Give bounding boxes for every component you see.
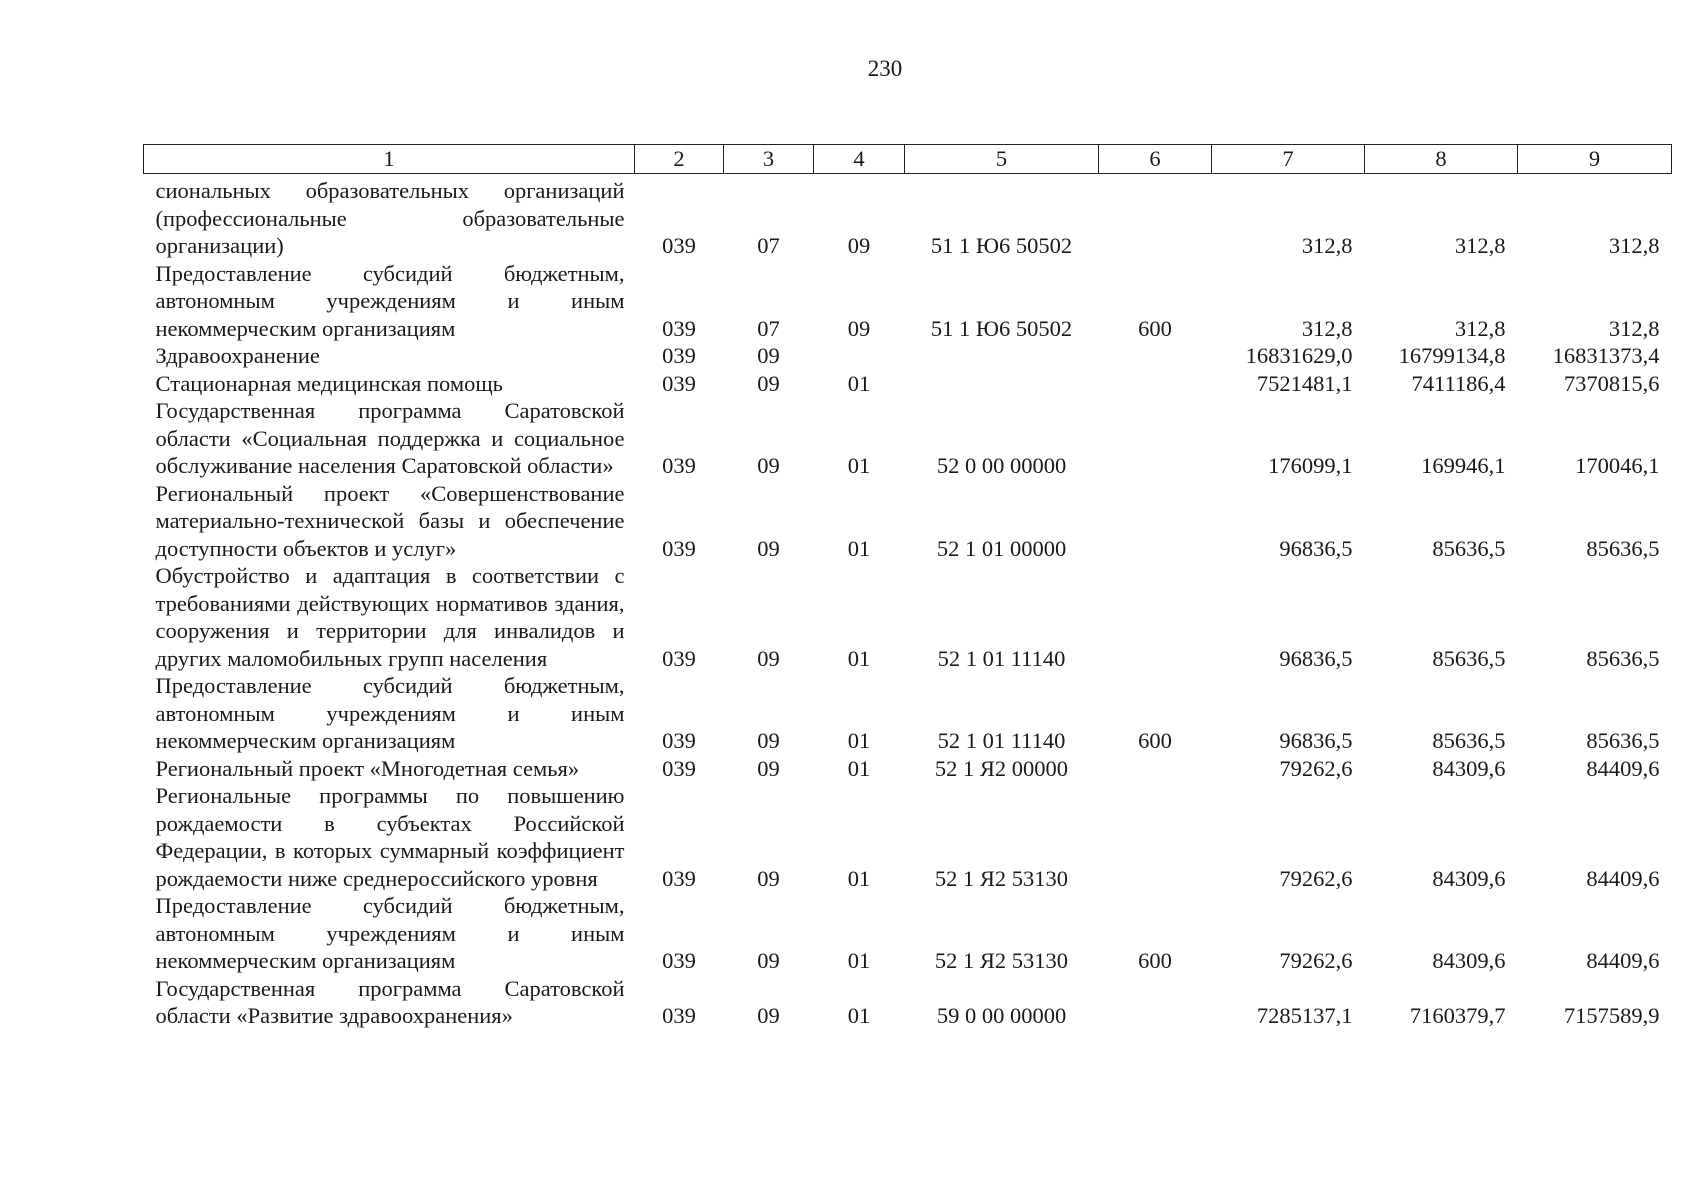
table-row [144, 672, 1672, 755]
row-amount-year1: 79262,6 [1279, 948, 1353, 973]
row-section-code: 09 [757, 453, 780, 478]
row-expense-type [1099, 397, 1212, 480]
table-row [144, 975, 1672, 1030]
row-section-code: 09 [757, 865, 780, 891]
row-target-article: 52 1 Я2 53130 [934, 865, 1069, 891]
row-amount-year2: 84309,6 [1432, 755, 1506, 781]
row-expense-type [1099, 174, 1212, 260]
table-row [144, 342, 1672, 370]
row-name: Государственная программа Саратовской области «Социальная поддержка и социальное обслуживание населения Саратовской области» [155, 398, 625, 478]
row-target-article: 52 1 01 11140 [937, 645, 1066, 671]
table-row [144, 260, 1672, 343]
row-name: Региональный проект «Совершенствование материально-технической базы и обеспечение доступности объектов и услуг» [155, 480, 625, 561]
row-expense-type: 600 [1138, 315, 1172, 341]
row-subsection-code: 01 [847, 755, 871, 781]
column-header-5: 5 [905, 145, 1099, 174]
row-amount-year3: 312,8 [1608, 233, 1660, 258]
row-section-code: 09 [757, 343, 780, 368]
column-header-2: 2 [635, 145, 724, 174]
table-row [144, 562, 1672, 672]
row-amount-year1: 16831629,0 [1245, 343, 1353, 368]
row-target-article: 52 1 Я2 53130 [934, 948, 1069, 973]
row-ministry-code: 039 [662, 370, 696, 396]
row-subsection-code: 01 [847, 535, 871, 561]
row-amount-year3: 16831373,4 [1552, 343, 1660, 368]
row-expense-type [1099, 782, 1212, 892]
row-target-article [905, 342, 1099, 370]
row-amount-year3: 84409,6 [1586, 865, 1660, 891]
row-ministry-code: 039 [662, 343, 696, 368]
row-subsection-code: 01 [847, 728, 871, 753]
row-target-article: 51 1 Ю6 50502 [930, 233, 1073, 258]
table-row [144, 397, 1672, 480]
row-amount-year2: 312,8 [1454, 233, 1506, 258]
row-amount-year3: 85636,5 [1586, 645, 1660, 671]
row-amount-year2: 84309,6 [1432, 865, 1506, 891]
row-amount-year3: 170046,1 [1575, 453, 1660, 478]
row-subsection-code: 01 [847, 948, 871, 973]
row-ministry-code: 039 [662, 535, 696, 561]
row-expense-type: 600 [1138, 948, 1172, 973]
page-number: 230 [867, 56, 903, 81]
row-amount-year2: 16799134,8 [1398, 343, 1506, 368]
row-amount-year2: 84309,6 [1432, 948, 1506, 973]
row-amount-year1: 176099,1 [1268, 453, 1353, 478]
row-ministry-code: 039 [662, 315, 696, 341]
row-amount-year3: 85636,5 [1586, 535, 1660, 561]
row-amount-year1: 7285137,1 [1256, 1003, 1353, 1028]
column-number-header [144, 145, 1672, 174]
table-body [144, 174, 1672, 1030]
row-target-article [905, 370, 1099, 398]
row-target-article: 51 1 Ю6 50502 [930, 315, 1073, 341]
row-amount-year3: 7370815,6 [1563, 370, 1660, 396]
row-amount-year2: 7411186,4 [1411, 370, 1506, 396]
row-name: Предоставление субсидий бюджетным, автономным учреждениям и иным некоммерческим организациям [155, 673, 625, 753]
table-row [144, 370, 1672, 398]
budget-table [143, 144, 1672, 1030]
row-amount-year2: 85636,5 [1432, 535, 1506, 561]
column-header-3: 3 [724, 145, 814, 174]
column-header-4: 4 [814, 145, 905, 174]
row-amount-year1: 312,8 [1301, 315, 1353, 341]
row-amount-year1: 96836,5 [1279, 535, 1353, 561]
row-subsection-code: 01 [847, 453, 871, 478]
row-section-code: 09 [757, 755, 780, 781]
row-amount-year2: 7160379,7 [1409, 1003, 1506, 1028]
table-row [144, 892, 1672, 975]
table-row [144, 755, 1672, 783]
row-expense-type: 600 [1138, 728, 1172, 753]
row-section-code: 09 [757, 948, 780, 973]
row-amount-year1: 79262,6 [1279, 865, 1353, 891]
row-subsection-code: 01 [847, 1003, 871, 1028]
row-section-code: 09 [757, 645, 780, 671]
row-amount-year1: 79262,6 [1279, 755, 1353, 781]
row-target-article: 52 1 01 11140 [937, 728, 1066, 753]
row-amount-year3: 7157589,9 [1563, 1003, 1660, 1028]
column-header-7: 7 [1212, 145, 1365, 174]
row-subsection-code: 09 [847, 233, 871, 258]
row-ministry-code: 039 [662, 865, 696, 891]
row-subsection-code [814, 342, 905, 370]
row-name: Региональный проект «Многодетная семья» [155, 755, 580, 781]
row-name: Предоставление субсидий бюджетным, автономным учреждениям и иным некоммерческим организациям [155, 893, 625, 973]
row-ministry-code: 039 [662, 645, 696, 671]
row-expense-type [1099, 370, 1212, 398]
row-amount-year2: 169946,1 [1421, 453, 1506, 478]
row-expense-type [1099, 755, 1212, 783]
row-amount-year3: 84409,6 [1586, 948, 1660, 973]
row-section-code: 09 [757, 370, 780, 396]
column-header-1: 1 [144, 145, 635, 174]
row-name: Государственная программа Саратовской области «Развитие здравоохранения» [155, 975, 625, 1028]
row-section-code: 09 [757, 1003, 780, 1028]
row-amount-year1: 312,8 [1301, 233, 1353, 258]
row-target-article: 59 0 00 00000 [936, 1003, 1067, 1028]
column-header-9: 9 [1518, 145, 1672, 174]
column-header-6: 6 [1099, 145, 1212, 174]
row-section-code: 07 [757, 233, 780, 258]
row-amount-year2: 85636,5 [1432, 728, 1506, 753]
row-ministry-code: 039 [662, 453, 696, 478]
row-subsection-code: 01 [847, 370, 871, 396]
row-amount-year3: 85636,5 [1586, 728, 1660, 753]
row-target-article: 52 1 Я2 00000 [934, 755, 1069, 781]
row-target-article: 52 0 00 00000 [936, 453, 1067, 478]
table-row [144, 174, 1672, 260]
row-amount-year1: 96836,5 [1279, 645, 1353, 671]
row-ministry-code: 039 [662, 755, 696, 781]
table-row [144, 782, 1672, 892]
column-header-8: 8 [1365, 145, 1518, 174]
row-name: Стационарная медицинская помощь [155, 370, 503, 396]
row-target-article: 52 1 01 00000 [936, 535, 1067, 561]
row-ministry-code: 039 [662, 728, 696, 753]
row-amount-year1: 96836,5 [1279, 728, 1353, 753]
row-subsection-code: 09 [847, 315, 871, 341]
row-expense-type [1099, 975, 1212, 1030]
row-section-code: 07 [757, 315, 780, 341]
row-expense-type [1099, 342, 1212, 370]
row-amount-year3: 84409,6 [1586, 755, 1660, 781]
row-section-code: 09 [757, 535, 780, 561]
row-name: Предоставление субсидий бюджетным, автономным учреждениям и иным некоммерческим организациям [155, 260, 625, 341]
row-name: Региональные программы по повышению рождаемости в субъектах Российской Федерации, в которых суммарный коэффициент рождаемости ниже среднероссийского уровня [155, 783, 625, 891]
row-amount-year1: 7521481,1 [1256, 370, 1353, 396]
row-subsection-code: 01 [847, 645, 871, 671]
row-amount-year2: 85636,5 [1432, 645, 1506, 671]
row-ministry-code: 039 [662, 233, 696, 258]
row-amount-year2: 312,8 [1454, 315, 1506, 341]
row-expense-type [1099, 562, 1212, 672]
row-ministry-code: 039 [662, 1003, 696, 1028]
row-subsection-code: 01 [847, 865, 871, 891]
row-name: Здравоохранение [155, 343, 320, 368]
table-row [144, 480, 1672, 563]
row-name: сиональных образовательных организаций (профессиональные образовательные организации) [155, 178, 625, 258]
row-section-code: 09 [757, 728, 780, 753]
row-amount-year3: 312,8 [1608, 315, 1660, 341]
row-expense-type [1099, 480, 1212, 563]
row-ministry-code: 039 [662, 948, 696, 973]
row-name: Обустройство и адаптация в соответствии с требованиями действующих нормативов здания, сооружения и территории для инвалидов и других маломобильных групп населения [155, 563, 625, 671]
